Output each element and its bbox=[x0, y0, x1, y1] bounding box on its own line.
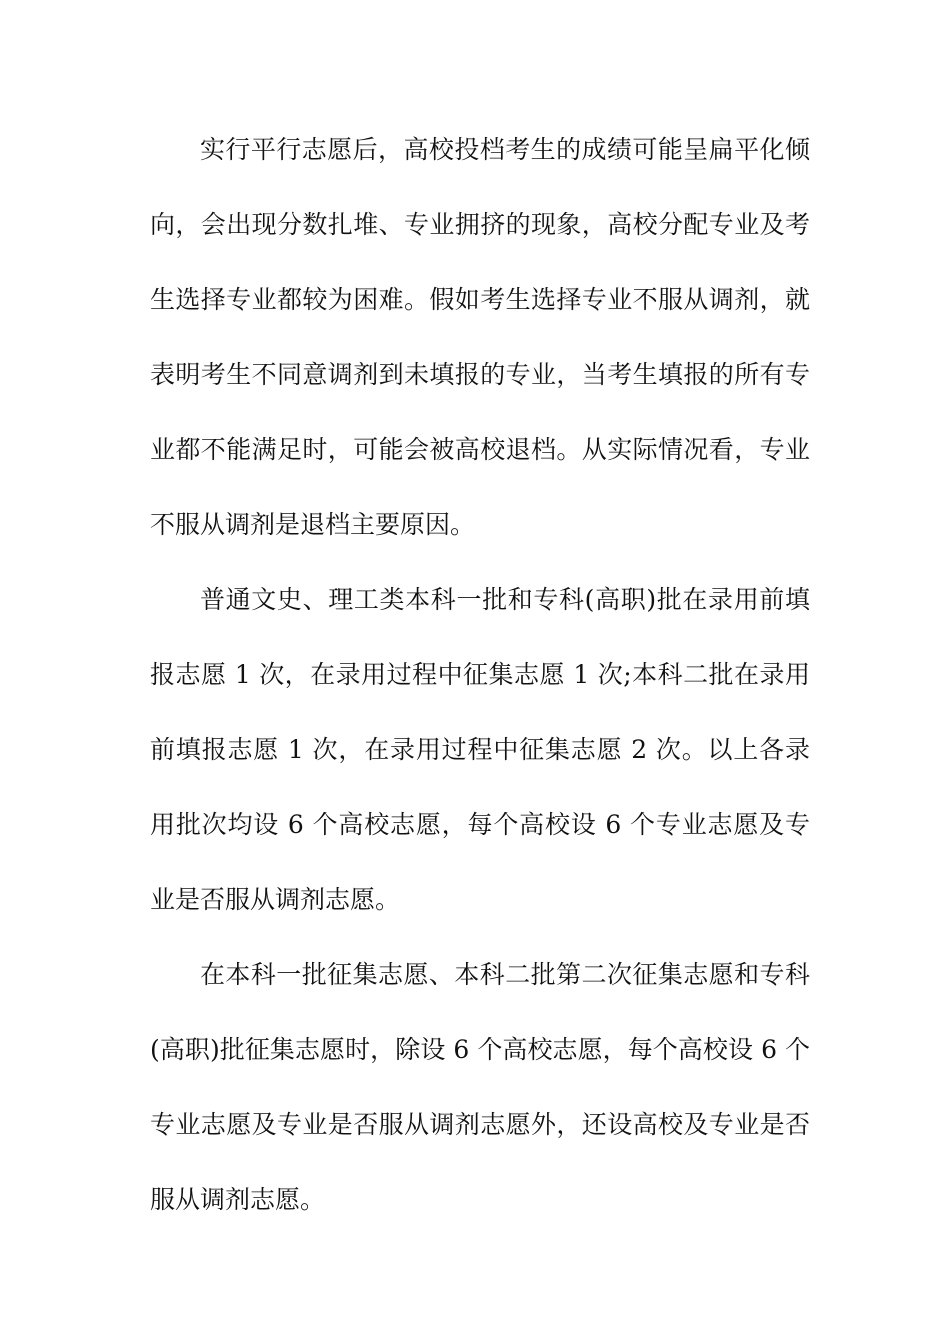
paragraph-2: 普通文史、理工类本科一批和专科(高职)批在录用前填报志愿 1 次，在录用过程中征集志愿 1 次;本科二批在录用前填报志愿 1 次，在录用过程中征集志愿 2 次。以上各录用批次均设 6 个高校志愿，每个高校设 6 个专业志愿及专业是否服从调剂志愿。 bbox=[150, 585, 810, 914]
paragraph-3: 在本科一批征集志愿、本科二批第二次征集志愿和专科(高职)批征集志愿时，除设 6 个高校志愿，每个高校设 6 个专业志愿及专业是否服从调剂志愿外，还设高校及专业是否服从调剂志愿。 bbox=[150, 960, 810, 1214]
paragraph-1: 实行平行志愿后，高校投档考生的成绩可能呈扁平化倾向，会出现分数扎堆、专业拥挤的现象，高校分配专业及考生选择专业都较为困难。假如考生选择专业不服从调剂，就表明考生不同意调剂到未填报的专业，当考生填报的所有专业都不能满足时，可能会被高校退档。从实际情况看，专业不服从调剂是退档主要原因。 bbox=[150, 135, 810, 539]
document-page bbox=[150, 112, 810, 1237]
